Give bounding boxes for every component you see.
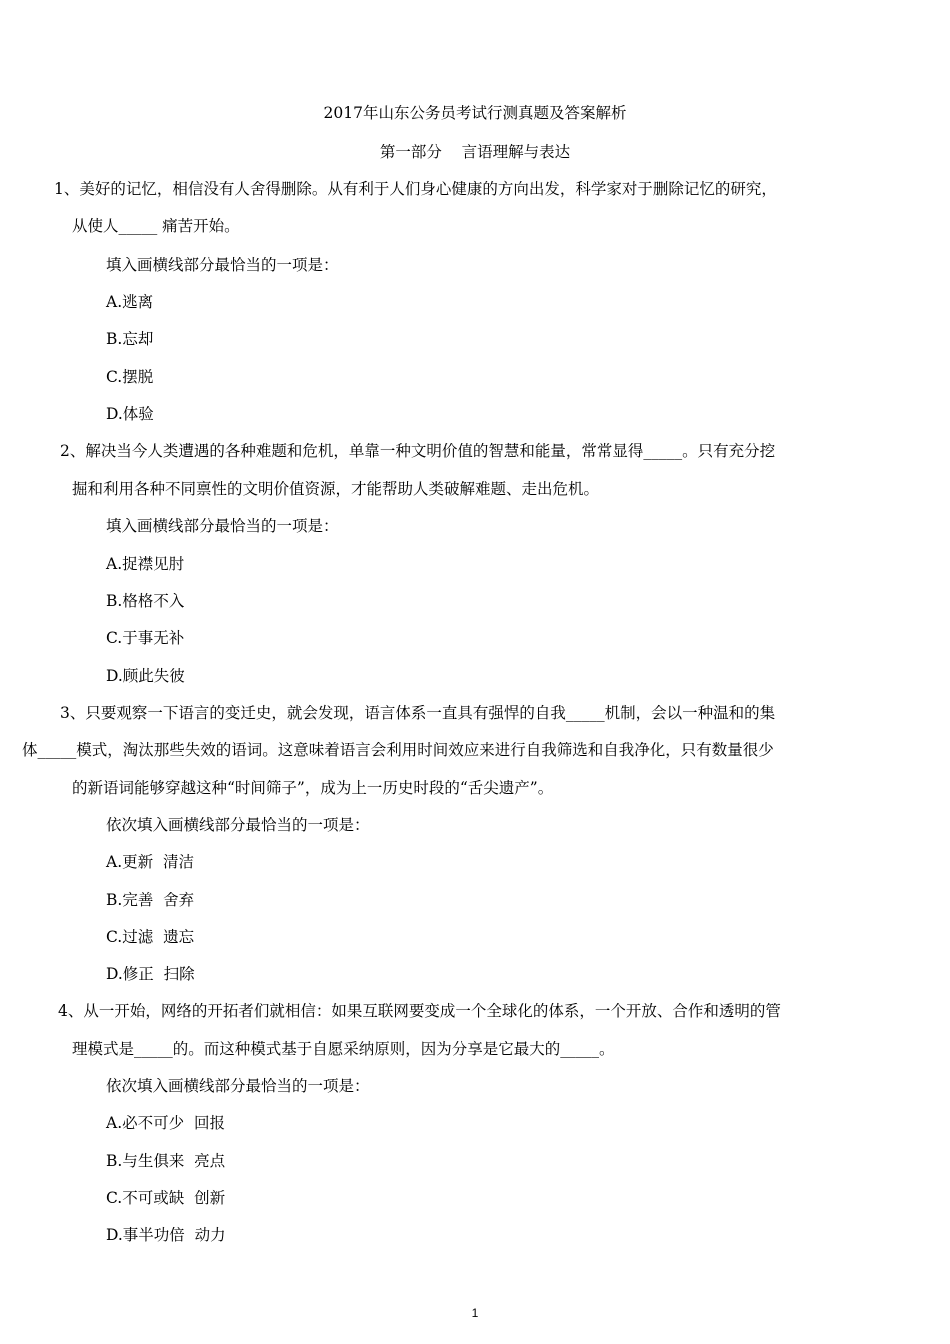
page-number: 1 xyxy=(471,1306,479,1320)
option-b: B.忘却 xyxy=(106,330,154,348)
question-text-line: 理模式是_____的。而这种模式基于自愿采纳原则，因为分享是它最大的_____。 xyxy=(72,1040,615,1058)
question-text-line: 的新语词能够穿越这种“时间筛子”，成为上一历史时段的“舌尖遗产”。 xyxy=(72,779,554,797)
question-text-line: 体_____模式，淘汰那些失效的语词。这意味着语言会利用时间效应来进行自我筛选和自我净化，只有数量很少 xyxy=(22,741,774,759)
option-a: A.捉襟见肘 xyxy=(106,555,185,573)
document-title: 2017年山东公务员考试行测真题及答案解析 xyxy=(323,104,627,122)
option-b: B.格格不入 xyxy=(106,592,185,610)
option-d: D.体验 xyxy=(106,405,154,423)
option-a: A.必不可少 回报 xyxy=(106,1114,225,1132)
question-text-line: 3、只要观察一下语言的变迁史，就会发现，语言体系一直具有强悍的自我_____机制，会以一种温和的集 xyxy=(60,704,776,722)
question-text-line: 4、从一开始，网络的开拓者们就相信：如果互联网要变成一个全球化的体系，一个开放、合作和透明的管 xyxy=(58,1002,781,1020)
question-text-line: 1、美好的记忆，相信没有人舍得删除。从有利于人们身心健康的方向出发，科学家对于删除记忆的研究， xyxy=(54,180,777,198)
question-text-line: 掘和利用各种不同禀性的文明价值资源，才能帮助人类破解难题、走出危机。 xyxy=(72,480,600,498)
option-c: C.摆脱 xyxy=(106,368,154,386)
option-d: D.修正 扫除 xyxy=(106,965,195,983)
option-d: D.顾此失彼 xyxy=(106,667,185,685)
question-prompt: 填入画横线部分最恰当的一项是： xyxy=(106,517,339,535)
section-heading: 第一部分 言语理解与表达 xyxy=(379,143,571,161)
option-c: C.不可或缺 创新 xyxy=(106,1189,226,1207)
option-a: A.逃离 xyxy=(106,293,154,311)
option-b: B.与生俱来 亮点 xyxy=(106,1152,226,1170)
option-a: A.更新 清洁 xyxy=(106,853,194,871)
question-prompt: 填入画横线部分最恰当的一项是： xyxy=(106,256,339,274)
question-prompt: 依次填入画横线部分最恰当的一项是： xyxy=(106,1077,370,1095)
question-text-line: 2、解决当今人类遭遇的各种难题和危机，单靠一种文明价值的智慧和能量，常常显得_____。只有充分挖 xyxy=(60,442,776,460)
option-b: B.完善 舍弃 xyxy=(106,891,195,909)
option-d: D.事半功倍 动力 xyxy=(106,1226,226,1244)
question-text-line: 从使人_____ 痛苦开始。 xyxy=(72,217,240,235)
option-c: C.过滤 遗忘 xyxy=(106,928,195,946)
question-prompt: 依次填入画横线部分最恰当的一项是： xyxy=(106,816,370,834)
option-c: C.于事无补 xyxy=(106,629,185,647)
